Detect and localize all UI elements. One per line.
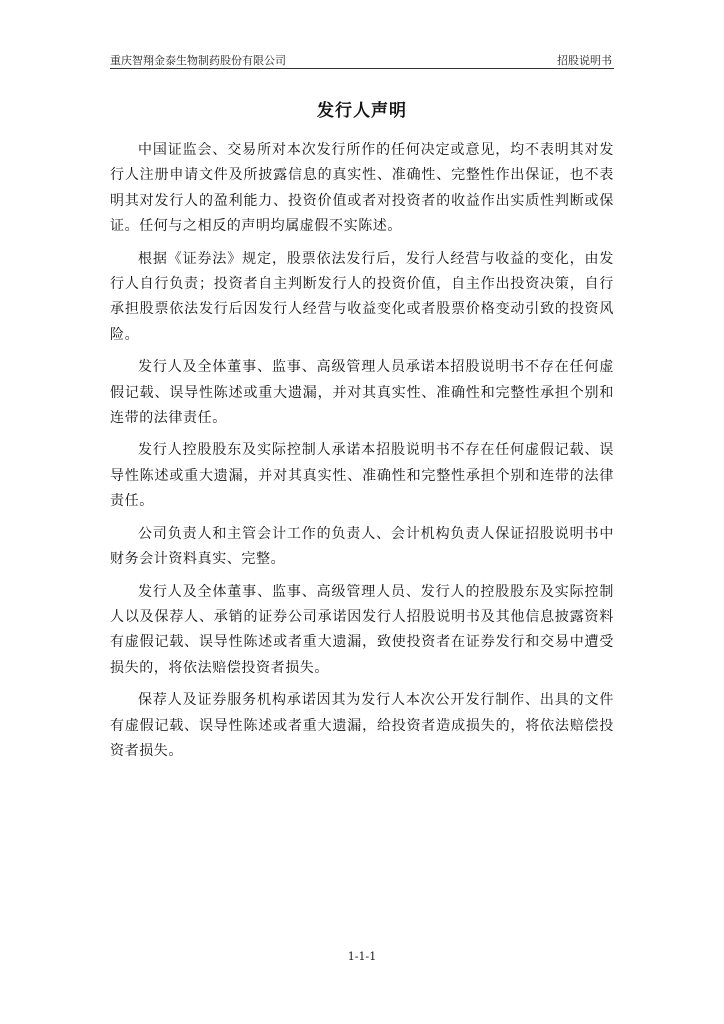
- page-header: [110, 52, 614, 68]
- header-company-name: 重庆智翔金泰生物制药股份有限公司: [110, 54, 286, 67]
- paragraph-7: 保荐人及证券服务机构承诺因其为发行人本次公开发行制作、出具的文件有虚假记载、误导性陈述或者重大遗漏，给投资者造成损失的，将依法赔偿投资者损失。: [110, 692, 614, 759]
- header-divider: [110, 68, 614, 69]
- paragraph-4: 发行人控股股东及实际控制人承诺本招股说明书不存在任何虚假记载、误导性陈述或重大遗漏，并对其真实性、准确性和完整性承担个别和连带的法律责任。: [110, 442, 614, 510]
- paragraph-5: 公司负责人和主管会计工作的负责人、会计机构负责人保证招股说明书中财务会计资料真实、完整。: [110, 525, 614, 568]
- page-number: 1-1-1: [347, 950, 377, 963]
- paragraph-1: 中国证监会、交易所对本次发行所作的任何决定或意见，均不表明其对发行人注册申请文件及所披露信息的真实性、准确性、完整性作出保证，也不表明其对发行人的盈利能力、投资价值或者对投资者的收益作出实质性判断或保证。任何与之相反的声明均属虚假不实陈述。: [110, 142, 614, 235]
- page-title: 发行人声明: [317, 101, 407, 121]
- paragraph-2: 根据《证券法》规定，股票依法发行后，发行人经营与收益的变化，由发行人自行负责；投资者自主判断发行人的投资价值，自主作出投资决策，自行承担股票依法发行后因发行人经营与收益变化或者股票价格变动引致的投资风险。: [110, 250, 614, 343]
- document-body: [110, 138, 614, 771]
- paragraph-6: 发行人及全体董事、监事、高级管理人员、发行人的控股股东及实际控制人以及保荐人、承销的证券公司承诺因发行人招股说明书及其他信息披露资料有虚假记载、误导性陈述或者重大遗漏，致使投资者在证券发行和交易中遭受损失的，将依法赔偿投资者损失。: [110, 583, 614, 676]
- header-document-type: 招股说明书: [557, 54, 612, 67]
- paragraph-3: 发行人及全体董事、监事、高级管理人员承诺本招股说明书不存在任何虚假记载、误导性陈述或重大遗漏，并对其真实性、准确性和完整性承担个别和连带的法律责任。: [110, 359, 614, 427]
